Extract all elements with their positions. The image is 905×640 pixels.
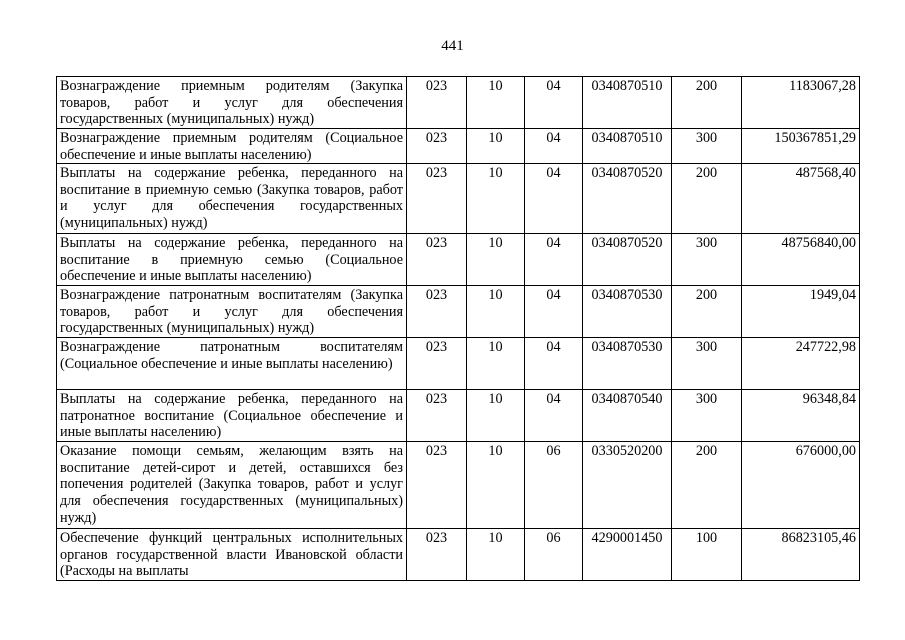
row-description: Выплаты на содержание ребенка, переданного на воспитание в приемную семью (Социальное обеспечение и иные выплаты населению) bbox=[57, 234, 407, 286]
table-row bbox=[57, 286, 860, 338]
subsection-code: 04 bbox=[525, 129, 583, 164]
expense-type-code: 200 bbox=[672, 77, 742, 129]
target-item-code: 4290001450 bbox=[583, 529, 672, 581]
amount: 487568,40 bbox=[742, 164, 860, 234]
section-code: 10 bbox=[467, 129, 525, 164]
section-code: 10 bbox=[467, 338, 525, 390]
row-description: Выплаты на содержание ребенка, переданного на патронатное воспитание (Социальное обеспечение и иные выплаты населению) bbox=[57, 390, 407, 442]
table-row bbox=[57, 129, 860, 164]
row-description: Вознаграждение патронатным воспитателям (Социальное обеспечение и иные выплаты населению) bbox=[57, 338, 407, 390]
expense-type-code: 200 bbox=[672, 164, 742, 234]
section-code: 10 bbox=[467, 234, 525, 286]
table-row bbox=[57, 234, 860, 286]
target-item-code: 0340870530 bbox=[583, 338, 672, 390]
amount: 1949,04 bbox=[742, 286, 860, 338]
table-row bbox=[57, 442, 860, 529]
row-description: Выплаты на содержание ребенка, переданного на воспитание в приемную семью (Закупка товаров, работ и услуг для обеспечения государственных (муниципальных) нужд) bbox=[57, 164, 407, 234]
table-row bbox=[57, 338, 860, 390]
ministry-code: 023 bbox=[407, 129, 467, 164]
subsection-code: 04 bbox=[525, 338, 583, 390]
section-code: 10 bbox=[467, 390, 525, 442]
row-description: Вознаграждение приемным родителям (Закупка товаров, работ и услуг для обеспечения государственных (муниципальных) нужд) bbox=[57, 77, 407, 129]
amount: 247722,98 bbox=[742, 338, 860, 390]
ministry-code: 023 bbox=[407, 390, 467, 442]
expense-type-code: 300 bbox=[672, 338, 742, 390]
target-item-code: 0340870540 bbox=[583, 390, 672, 442]
section-code: 10 bbox=[467, 164, 525, 234]
target-item-code: 0340870520 bbox=[583, 164, 672, 234]
budget-table bbox=[56, 76, 860, 581]
target-item-code: 0340870520 bbox=[583, 234, 672, 286]
subsection-code: 04 bbox=[525, 77, 583, 129]
section-code: 10 bbox=[467, 77, 525, 129]
expense-type-code: 300 bbox=[672, 234, 742, 286]
amount: 48756840,00 bbox=[742, 234, 860, 286]
expense-type-code: 300 bbox=[672, 129, 742, 164]
amount: 86823105,46 bbox=[742, 529, 860, 581]
table-row bbox=[57, 77, 860, 129]
subsection-code: 04 bbox=[525, 390, 583, 442]
ministry-code: 023 bbox=[407, 77, 467, 129]
section-code: 10 bbox=[467, 529, 525, 581]
row-description: Вознаграждение приемным родителям (Социальное обеспечение и иные выплаты населению) bbox=[57, 129, 407, 164]
ministry-code: 023 bbox=[407, 234, 467, 286]
expense-type-code: 200 bbox=[672, 442, 742, 529]
amount: 150367851,29 bbox=[742, 129, 860, 164]
amount: 96348,84 bbox=[742, 390, 860, 442]
section-code: 10 bbox=[467, 442, 525, 529]
expense-type-code: 200 bbox=[672, 286, 742, 338]
row-description: Обеспечение функций центральных исполнительных органов государственной власти Ивановской области (Расходы на выплаты bbox=[57, 529, 407, 581]
subsection-code: 06 bbox=[525, 529, 583, 581]
target-item-code: 0340870510 bbox=[583, 77, 672, 129]
subsection-code: 04 bbox=[525, 286, 583, 338]
expense-type-code: 100 bbox=[672, 529, 742, 581]
amount: 676000,00 bbox=[742, 442, 860, 529]
table-row bbox=[57, 164, 860, 234]
subsection-code: 06 bbox=[525, 442, 583, 529]
ministry-code: 023 bbox=[407, 442, 467, 529]
target-item-code: 0340870530 bbox=[583, 286, 672, 338]
ministry-code: 023 bbox=[407, 529, 467, 581]
ministry-code: 023 bbox=[407, 338, 467, 390]
page-number: 441 bbox=[441, 38, 464, 54]
row-description: Вознаграждение патронатным воспитателям (Закупка товаров, работ и услуг для обеспечения государственных (муниципальных) нужд) bbox=[57, 286, 407, 338]
amount: 1183067,28 bbox=[742, 77, 860, 129]
table-row bbox=[57, 390, 860, 442]
expense-type-code: 300 bbox=[672, 390, 742, 442]
row-description: Оказание помощи семьям, желающим взять на воспитание детей-сирот и детей, оставшихся без попечения родителей (Закупка товаров, работ и услуг для обеспечения государственных (муниципальных) нужд) bbox=[57, 442, 407, 529]
subsection-code: 04 bbox=[525, 164, 583, 234]
table-row bbox=[57, 529, 860, 581]
ministry-code: 023 bbox=[407, 286, 467, 338]
section-code: 10 bbox=[467, 286, 525, 338]
ministry-code: 023 bbox=[407, 164, 467, 234]
target-item-code: 0330520200 bbox=[583, 442, 672, 529]
subsection-code: 04 bbox=[525, 234, 583, 286]
target-item-code: 0340870510 bbox=[583, 129, 672, 164]
